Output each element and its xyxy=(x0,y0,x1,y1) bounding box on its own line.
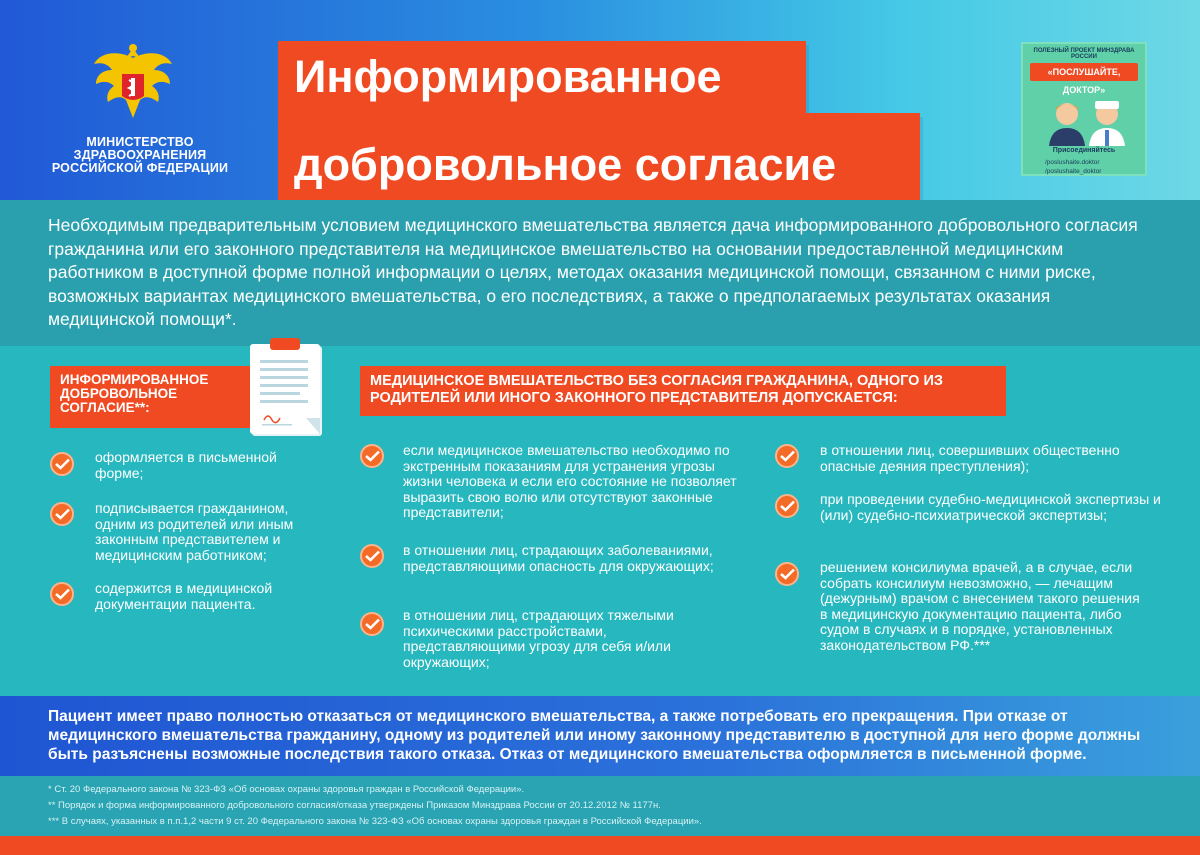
check-icon xyxy=(360,612,384,636)
ministry-line: РОССИЙСКОЙ ФЕДЕРАЦИИ xyxy=(51,161,229,175)
promo-link-vk[interactable]: /poslushaite.doktor xyxy=(1045,159,1100,166)
list-item: в отношении лиц, страдающих заболеваниями, представляющими опасность для окружающих; xyxy=(403,542,714,574)
footnotes xyxy=(0,776,1200,836)
promo-caption: ПОЛЕЗНЫЙ ПРОЕКТ МИНЗДРАВА РОССИИ xyxy=(1033,48,1135,60)
footnote: * Ст. 20 Федерального закона № 323-ФЗ «Об основах охраны здоровья граждан в Российской Федерации». xyxy=(48,784,525,795)
list-item: содержится в медицинской документации пациента. xyxy=(95,580,273,612)
list-item: в отношении лиц, страдающих тяжелыми психическими расстройствами, представляющими угрозу для себя и/или окружающих; xyxy=(403,607,674,670)
footnote: ** Порядок и форма информированного добровольного согласия/отказа утверждены Приказом Минздрава России от 20.12.2012 № 1177н. xyxy=(48,800,661,811)
check-icon xyxy=(775,562,799,586)
ministry-name xyxy=(40,136,240,175)
promo-banner[interactable] xyxy=(1021,42,1147,176)
list-item: оформляется в письменной форме; xyxy=(95,449,277,481)
promo-join: Присоединяйтесь xyxy=(1052,147,1116,154)
page-title xyxy=(278,41,837,190)
list-item: при проведении судебно-медицинской экспертизы и (или) судебно-психиатрической экспертизы; xyxy=(820,491,1161,523)
check-icon xyxy=(50,502,74,526)
emblem-icon xyxy=(88,40,178,130)
ministry-line: МИНИСТЕРСТВО xyxy=(86,135,194,149)
right-heading: МЕДИЦИНСКОЕ ВМЕШАТЕЛЬСТВО БЕЗ СОГЛАСИЯ ГРАЖДАНИНА, ОДНОГО ИЗ РОДИТЕЛЕЙ ИЛИ ИНОГО ЗАКОННОГО ПРЕДСТАВИТЕЛЯ ДОПУСКАЕТСЯ: xyxy=(360,366,1006,416)
check-icon xyxy=(360,444,384,468)
main-section xyxy=(0,346,1200,696)
list-item: если медицинское вмешательство необходимо по экстренным показаниям для устранения угрозы жизни человека и если его состояние не позволяет выразить свою волю или отсутствуют законные представители; xyxy=(403,442,737,520)
intro-section xyxy=(0,200,1200,346)
list-item: подписывается гражданином, одним из родителей или иным законным представителем и медицинским работником; xyxy=(95,500,294,563)
header xyxy=(0,0,1200,200)
clipboard-icon xyxy=(250,338,326,438)
list-item: в отношении лиц, совершивших общественно опасные деяния преступления); xyxy=(820,442,1120,474)
title-line-1: Информированное xyxy=(278,41,806,113)
check-icon xyxy=(50,582,74,606)
bottom-stripe xyxy=(0,836,1200,855)
refusal-section xyxy=(0,696,1200,776)
list-item: решением консилиума врачей, а в случае, если собрать консилиум невозможно, — лечащим (дежурным) врачом с внесением такого решения в медицинскую документацию пациента, либо судом в случаях и в порядке, установленных законодательством РФ.*** xyxy=(820,559,1140,653)
refusal-text: Пациент имеет право полностью отказаться от медицинского вмешательства, а также потребовать его прекращения. При отказе от медицинского вмешательства гражданину, одному из родителей или иному законному представителю в доступной для него форме должны быть разъяснены возможные последствия такого отказа. Отказ от медицинского вмешательства оформляется в письменной форме. xyxy=(48,708,1141,763)
check-icon xyxy=(775,444,799,468)
ministry-line: ЗДРАВООХРАНЕНИЯ xyxy=(73,148,207,162)
promo-link-vk-alt[interactable]: /poslushaite_doktor xyxy=(1045,168,1102,175)
doctor-patient-illustration xyxy=(1037,100,1135,146)
check-icon xyxy=(360,544,384,568)
check-icon xyxy=(50,452,74,476)
left-heading: ИНФОРМИРОВАННОЕ ДОБРОВОЛЬНОЕ СОГЛАСИЕ**: xyxy=(50,366,250,428)
title-line-2: добровольное согласие xyxy=(278,113,920,217)
promo-badge: «ПОСЛУШАЙТЕ, ДОКТОР» xyxy=(1030,63,1138,81)
intro-text: Необходимым предварительным условием медицинского вмешательства является дача информированного добровольного согласия гражданина или его законного представителя на медицинское вмешательство на основании предоставленной медицинским работником в доступной форме полной информации о целях, методах оказания медицинской помощи, связанном с ними риске, возможных вариантах медицинского вмешательства, о его последствиях, а также о предполагаемых результатах оказания медицинской помощи*. xyxy=(48,215,1138,330)
footnote: *** В случаях, указанных в п.п.1,2 части 9 ст. 20 Федерального закона № 323-ФЗ «Об основах охраны здоровья граждан в Российской Федерации». xyxy=(48,816,702,827)
check-icon xyxy=(775,494,799,518)
